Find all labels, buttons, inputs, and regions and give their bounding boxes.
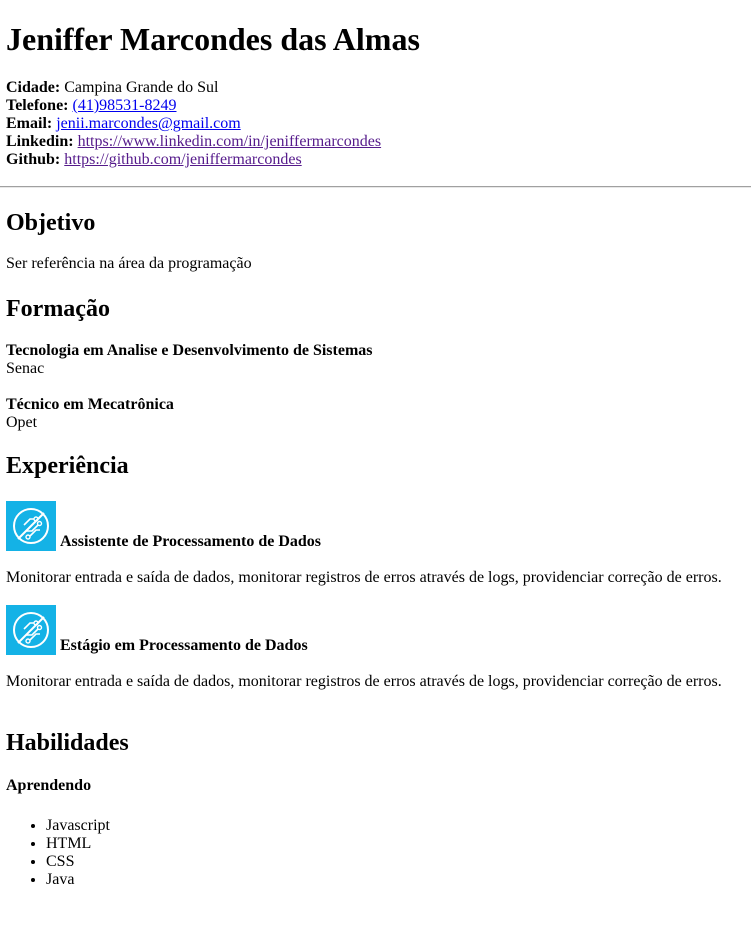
objective-heading: Objetivo xyxy=(6,210,96,236)
city-value: Campina Grande do Sul xyxy=(64,79,219,96)
email-label: Email: xyxy=(6,115,53,132)
page-title: Jeniffer Marcondes das Almas xyxy=(6,21,420,57)
circuit-brain-logo-icon xyxy=(6,501,56,551)
phone-row xyxy=(6,97,751,115)
phone-link[interactable]: (41)98531-8249 xyxy=(72,97,177,114)
education-heading: Formação xyxy=(6,296,110,322)
experience-description: Monitorar entrada e saída de dados, monitorar registros de erros através de logs, providenciar correção de erros. xyxy=(6,673,722,690)
experience-role: Assistente de Processamento de Dados xyxy=(60,533,322,550)
experience-item-title xyxy=(6,501,751,551)
objective-text: Ser referência na área da programação xyxy=(6,255,252,272)
city-row xyxy=(6,79,751,97)
divider xyxy=(0,186,751,188)
list-item: • Javascript xyxy=(46,817,751,835)
list-item: • Java xyxy=(46,871,751,889)
phone-label: Telefone: xyxy=(6,97,69,114)
education-item xyxy=(6,396,751,432)
linkedin-label: Linkedin: xyxy=(6,133,74,150)
education-school: Opet xyxy=(6,414,38,431)
education-course: Técnico em Mecatrônica xyxy=(6,396,174,413)
contact-info xyxy=(6,79,751,169)
resume-page xyxy=(0,21,751,889)
github-row xyxy=(6,151,751,169)
linkedin-link[interactable]: https://www.linkedin.com/in/jeniffermarcondes xyxy=(77,133,382,150)
experience-role: Estágio em Processamento de Dados xyxy=(60,637,308,654)
experience-description: Monitorar entrada e saída de dados, monitorar registros de erros através de logs, providenciar correção de erros. xyxy=(6,569,722,586)
github-label: Github: xyxy=(6,151,61,168)
circuit-brain-logo-icon xyxy=(6,605,56,655)
city-label: Cidade: xyxy=(6,79,61,96)
education-school: Senac xyxy=(6,360,45,377)
skills-heading: Habilidades xyxy=(6,730,129,756)
list-item: • HTML xyxy=(46,835,751,853)
education-item xyxy=(6,342,751,378)
email-row xyxy=(6,115,751,133)
skills-learning-list xyxy=(6,817,751,889)
experience-item-title xyxy=(6,605,751,655)
skills-learning-title: Aprendendo xyxy=(6,777,92,794)
linkedin-row xyxy=(6,133,751,151)
experience-heading: Experiência xyxy=(6,453,129,479)
list-item: • CSS xyxy=(46,853,751,871)
github-link[interactable]: https://github.com/jeniffermarcondes xyxy=(64,151,302,168)
email-link[interactable]: jenii.marcondes@gmail.com xyxy=(56,115,241,132)
education-course: Tecnologia em Analise e Desenvolvimento de Sistemas xyxy=(6,342,373,359)
